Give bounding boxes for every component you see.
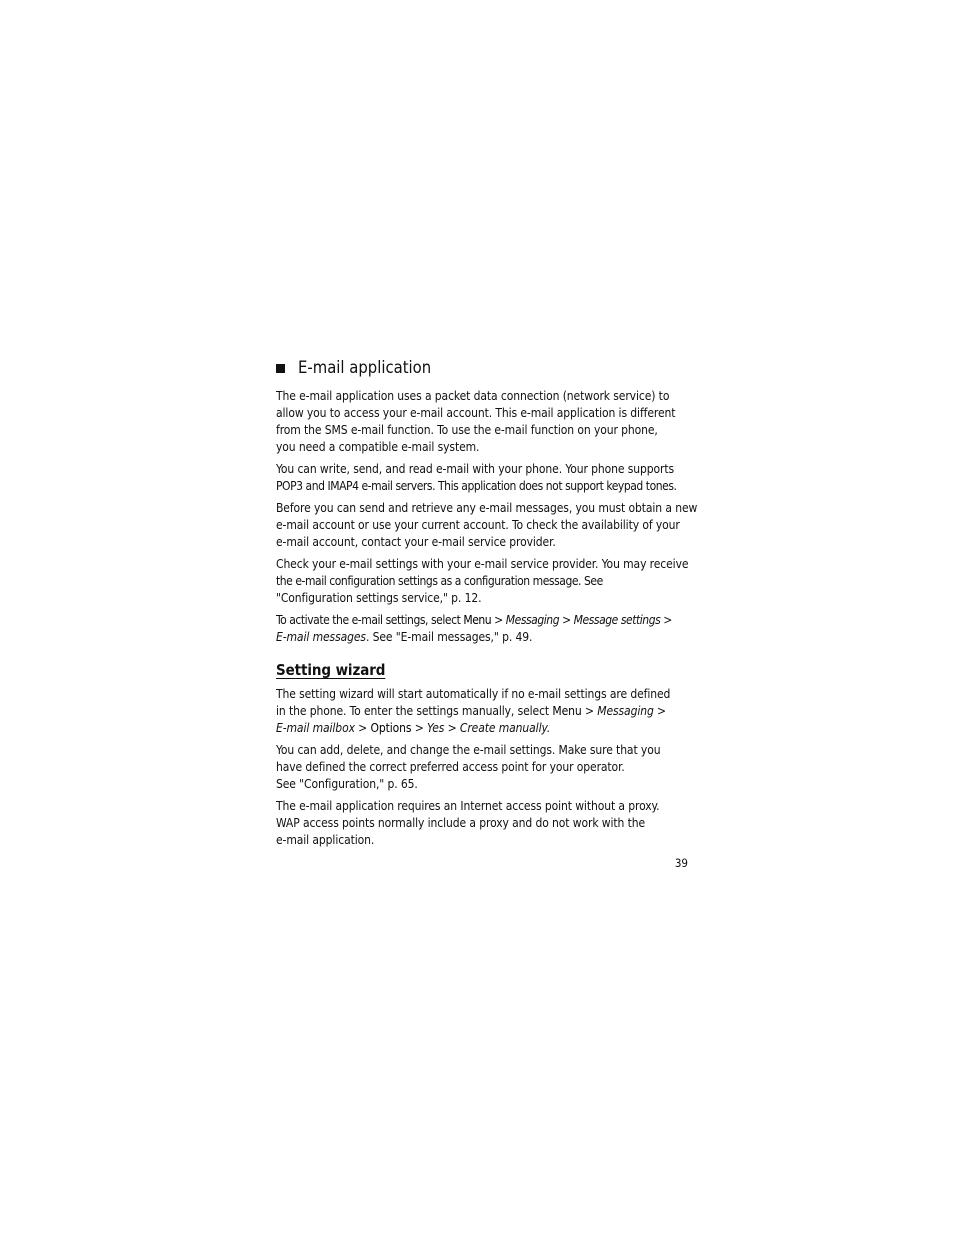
intro-paragraph xyxy=(276,388,690,456)
text-line: The e-mail application requires an Internet access point without a proxy. xyxy=(276,799,660,813)
text-line xyxy=(276,629,690,646)
text-line: have defined the correct preferred access point for your operator. xyxy=(276,760,625,774)
text-line xyxy=(276,720,690,737)
activate-paragraph xyxy=(276,612,690,646)
text-line: allow you to access your e-mail account. This e-mail application is different xyxy=(276,406,676,420)
separator: > xyxy=(354,721,371,735)
messaging-term: Messaging xyxy=(597,704,654,718)
text-line: "Configuration settings service," p. 12. xyxy=(276,591,482,605)
page-number: 39 xyxy=(674,856,688,870)
messaging-term: Messaging xyxy=(505,613,560,627)
email-mailbox-term: E-mail mailbox xyxy=(276,721,355,735)
message-settings-term: Message settings xyxy=(573,613,661,627)
activate-prefix: To activate the e-mail settings, select xyxy=(276,613,464,627)
text-line: the e-mail configuration settings as a configuration message. See xyxy=(276,574,603,588)
text-line: WAP access points normally include a proxy and do not work with the xyxy=(276,816,646,830)
settings-paragraph xyxy=(276,556,690,607)
email-messages-term: E-mail messages xyxy=(276,630,366,644)
menu-term: Menu xyxy=(552,704,582,718)
square-bullet-icon xyxy=(276,364,285,373)
text-line: e-mail application. xyxy=(276,833,375,847)
account-paragraph xyxy=(276,500,698,551)
text-line: See "Configuration," p. 65. xyxy=(276,777,418,791)
text-line: The setting wizard will start automatically if no e-mail settings are defined xyxy=(276,687,671,701)
section-title: E-mail application xyxy=(298,358,432,377)
access-point-paragraph xyxy=(276,798,690,849)
separator: > xyxy=(559,613,574,627)
section-heading xyxy=(276,357,690,379)
separator: > xyxy=(581,704,598,718)
separator: > xyxy=(411,721,428,735)
separator: > xyxy=(653,704,667,718)
text-line: Check your e-mail settings with your e-mail service provider. You may receive xyxy=(276,557,689,571)
wizard-paragraph xyxy=(276,686,690,737)
text-line: You can add, delete, and change the e-mail settings. Make sure that you xyxy=(276,743,661,757)
separator: > xyxy=(660,613,672,627)
wizard-prefix: in the phone. To enter the settings manually, select xyxy=(276,704,553,718)
create-manually-term: Create manually xyxy=(459,721,547,735)
period: . xyxy=(546,721,551,735)
separator: > xyxy=(491,613,506,627)
text-line: from the SMS e-mail function. To use the e-mail function on your phone, xyxy=(276,423,658,437)
activate-suffix: . See "E-mail messages," p. 49. xyxy=(365,630,533,644)
page-content xyxy=(276,357,698,854)
text-line: e-mail account, contact your e-mail service provider. xyxy=(276,535,556,549)
text-line xyxy=(276,703,690,720)
text-line: The e-mail application uses a packet data connection (network service) to xyxy=(276,389,670,403)
change-settings-paragraph xyxy=(276,742,690,793)
menu-term: Menu xyxy=(463,613,492,627)
separator: > xyxy=(444,721,460,735)
text-line: e-mail account or use your current account. To check the availability of your xyxy=(276,518,680,532)
text-line: POP3 and IMAP4 e-mail servers. This application does not support keypad tones. xyxy=(276,479,677,493)
yes-term: Yes xyxy=(427,721,445,735)
text-line: You can write, send, and read e-mail with your phone. Your phone supports xyxy=(276,462,675,476)
text-line: Before you can send and retrieve any e-mail messages, you must obtain a new xyxy=(276,501,698,515)
text-line xyxy=(276,612,690,629)
subsection-heading: Setting wizard xyxy=(276,661,386,679)
options-term: Options xyxy=(370,721,412,735)
text-line: you need a compatible e-mail system. xyxy=(276,440,480,454)
support-paragraph xyxy=(276,461,690,495)
